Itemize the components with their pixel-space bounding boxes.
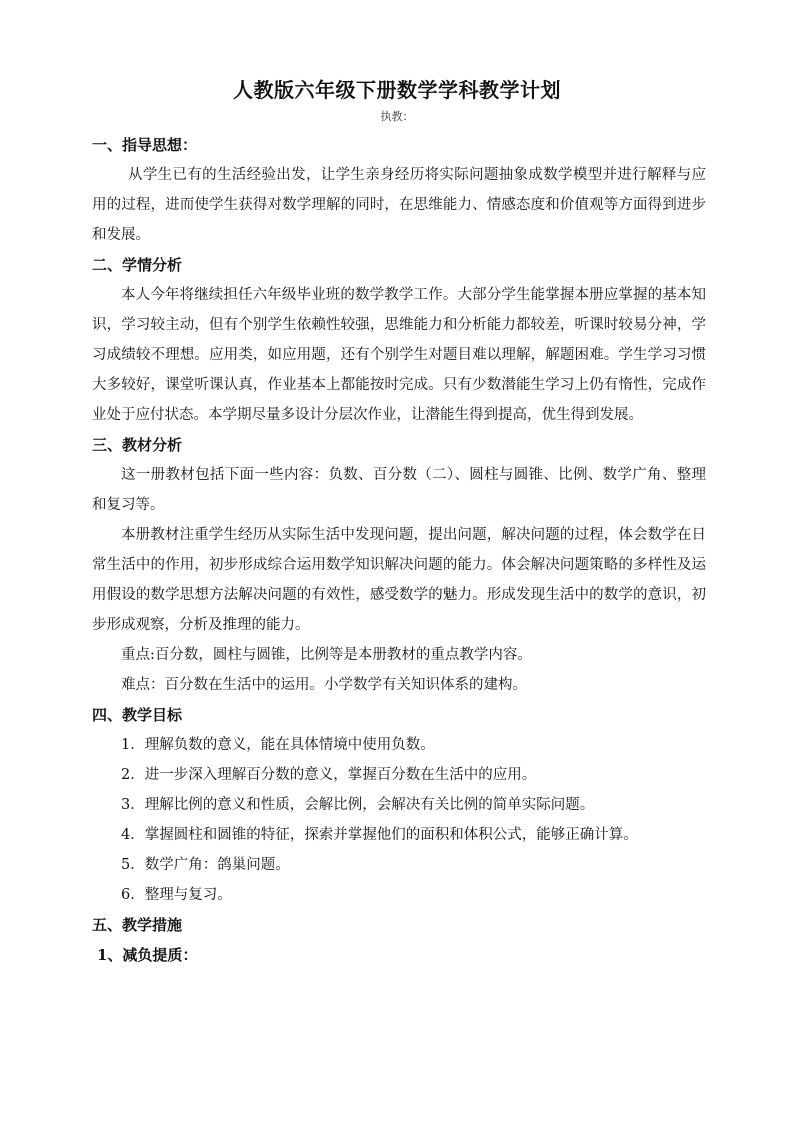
page-title: 人教版六年级下册数学学科教学计划 <box>233 78 561 102</box>
paragraph-key-points: 重点:百分数，圆柱与圆锥，比例等是本册教材的重点教学内容。 <box>121 647 532 663</box>
sub-heading-reduce-burden: 1、减负提质： <box>97 946 198 964</box>
section-heading-teaching-goals: 四、教学目标 <box>92 706 183 724</box>
paragraph-difficult-points: 难点：百分数在生活中的运用。小学数学有关知识体系的建构。 <box>121 677 527 693</box>
paragraph-student-analysis: 本人今年将继续担任六年级毕业班的数学教学工作。大部分学生能掌握本册应掌握的基本知识，学习较主动，但有个别学生依赖性较强，思维能力和分析能力都较差，听课时较易分神，学习成绩较不理想。应用类，如应用题，还有个别学生对题目难以理解，解题困难。学生学习习惯大多较好，课堂听课认真，作业基本上都能按时完成。只有少数潜能生学习上仍有惰性，完成作业处于应付状态。本学期尽量多设计分层次作业，让潜能生得到提高，优生得到发展。 <box>92 287 706 423</box>
document-body <box>92 130 706 970</box>
paragraph-guiding-ideology: 从学生已有的生活经验出发，让学生亲身经历将实际问题抽象成数学模型并进行解释与应用的过程，进而使学生获得对数学理解的同时，在思维能力、情感态度和价值观等方面得到进步和发展。 <box>92 167 706 243</box>
list-item: 6．整理与复习。 <box>121 887 232 903</box>
list-item: 3．理解比例的意义和性质，会解比例，会解决有关比例的简单实际问题。 <box>121 797 595 813</box>
section-heading-textbook-analysis: 三、教材分析 <box>92 436 183 454</box>
author-line: 执教： <box>380 110 414 123</box>
paragraph-textbook-focus: 本册教材注重学生经历从实际生活中发现问题，提出问题，解决问题的过程，体会数学在日常生活中的作用，初步形成综合运用数学知识解决问题的能力。体会解决问题策略的多样性及运用假设的数学思想方法解决问题的有效性，感受数学的魅力。形成发现生活中的数学的意识，初步形成观察，分析及推理的能力。 <box>92 527 706 633</box>
section-heading-guiding-ideology: 一、指导思想： <box>92 136 198 154</box>
list-item: 2．进一步深入理解百分数的意义，掌握百分数在生活中的应用。 <box>121 767 537 783</box>
section-heading-teaching-measures: 五、教学措施 <box>92 916 183 934</box>
paragraph-textbook-contents: 这一册教材包括下面一些内容：负数、百分数（二）、圆柱与圆锥、比例、数学广角、整理和复习等。 <box>92 467 706 513</box>
section-heading-student-analysis: 二、学情分析 <box>92 256 183 274</box>
list-item: 1．理解负数的意义，能在具体情境中使用负数。 <box>121 737 435 753</box>
list-item: 4．掌握圆柱和圆锥的特征，探索并掌握他们的面积和体积公式，能够正确计算。 <box>121 827 638 843</box>
list-item: 5．数学广角：鸽巢问题。 <box>121 857 290 873</box>
